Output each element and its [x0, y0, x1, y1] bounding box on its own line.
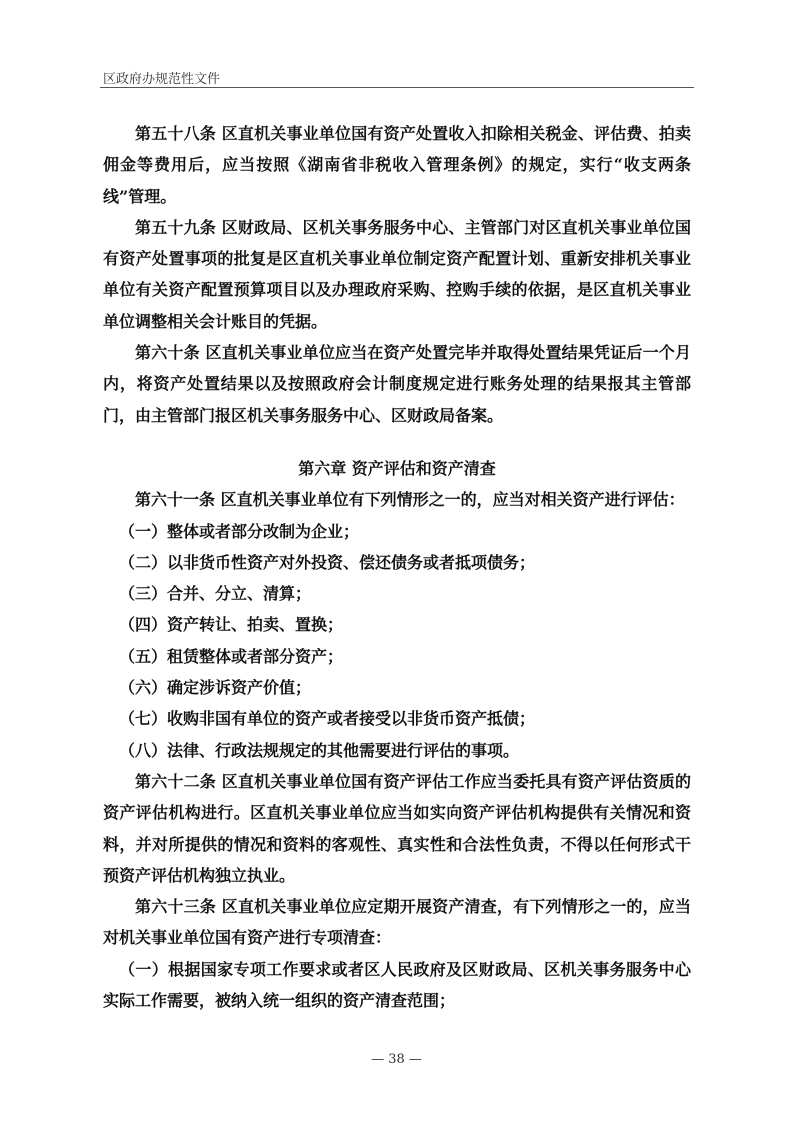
article-59: 第五十九条 区财政局、区机关事务服务中心、主管部门对区直机关事业单位国有资产处置事项的批复是区直机关事业单位制定资产配置计划、重新安排机关事业单位有关资产配置预算项目以及办理政府采购、控购手续的依据，是区直机关事业单位调整相关会计账目的凭据。 — [103, 217, 691, 331]
list-item: （六）确定涉诉资产价值； — [119, 678, 312, 698]
header-divider — [100, 87, 694, 88]
article-61: 第六十一条 区直机关事业单位有下列情形之一的，应当对相关资产进行评估： — [135, 490, 685, 510]
document-body — [103, 118, 691, 1016]
document-header: 区政府办规范性文件 — [103, 72, 221, 87]
chapter-title: 第六章 资产评估和资产清查 — [298, 458, 496, 478]
list-item: （一）根据国家专项工作要求或者区人民政府及区财政局、区机关事务服务中心实际工作需要，被纳入统一组织的资产清查范围； — [103, 959, 691, 1011]
article-63: 第六十三条 区直机关事业单位应定期开展资产清查，有下列情形之一的，应当对机关事业单位国有资产进行专项清查： — [103, 897, 691, 948]
page-number: — 38 — — [371, 1052, 422, 1067]
list-item: （五）租赁整体或者部分资产； — [119, 646, 344, 666]
list-item: （一）整体或者部分改制为企业； — [119, 521, 360, 541]
list-item: （八）法律、行政法规规定的其他需要进行评估的事项。 — [119, 740, 520, 760]
article-58: 第五十八条 区直机关事业单位国有资产处置收入扣除相关税金、评估费、拍卖佣金等费用后，应当按照《湖南省非税收入管理条例》的规定，实行“收支两条线”管理。 — [103, 124, 691, 206]
article-62: 第六十二条 区直机关事业单位国有资产评估工作应当委托具有资产评估资质的资产评估机构进行。区直机关事业单位应当如实向资产评估机构提供有关情况和资料，并对所提供的情况和资料的客观性、真实性和合法性负责，不得以任何形式干预资产评估机构独立执业。 — [103, 771, 691, 885]
list-item: （二）以非货币性资产对外投资、偿还债务或者抵项债务； — [119, 552, 536, 572]
article-60: 第六十条 区直机关事业单位应当在资产处置完毕并取得处置结果凭证后一个月内，将资产处置结果以及按照政府会计制度规定进行账务处理的结果报其主管部门，由主管部门报区机关事务服务中心、区财政局备案。 — [103, 343, 691, 425]
list-item: （七）收购非国有单位的资产或者接受以非货币资产抵债； — [119, 709, 536, 729]
list-item: （三）合并、分立、清算； — [119, 584, 312, 604]
list-item: （四）资产转让、拍卖、置换； — [119, 615, 344, 635]
